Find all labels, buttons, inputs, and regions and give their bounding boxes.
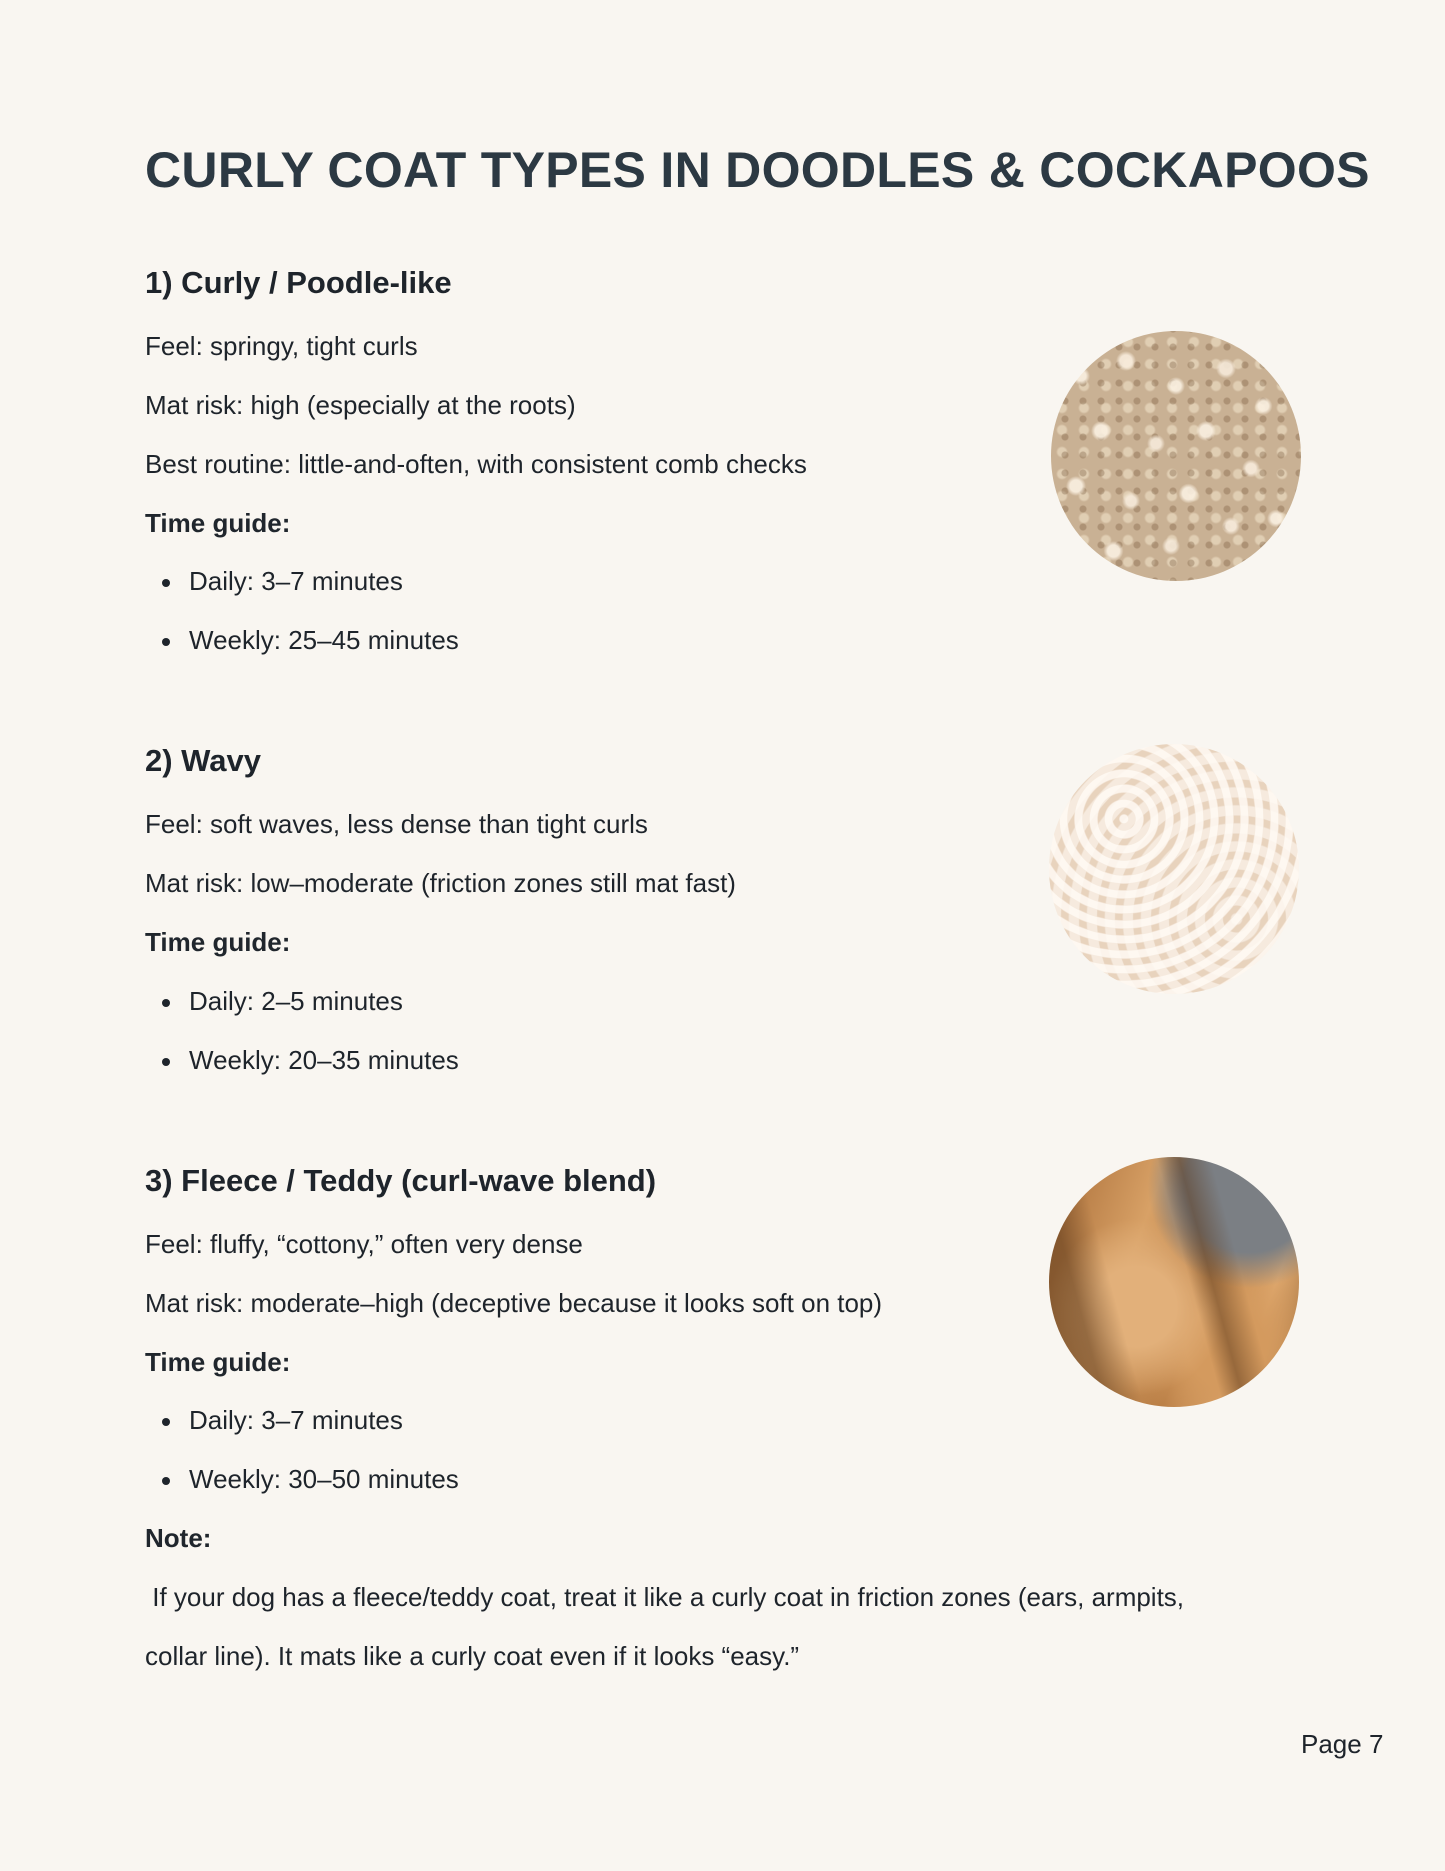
page-title: CURLY COAT TYPES IN DOODLES & COCKAPOOS <box>145 142 1370 198</box>
section-heading: 1) Curly / Poodle-like <box>145 265 452 300</box>
fleece-coat-photo <box>1049 1157 1299 1407</box>
mat-risk-text: Mat risk: low–moderate (friction zones still mat fast) <box>145 868 736 898</box>
feel-text: Feel: springy, tight curls <box>145 331 418 361</box>
section-heading: 2) Wavy <box>145 743 262 778</box>
note-text-line1: If your dog has a fleece/teddy coat, treat it like a curly coat in friction zones (ears, armpits, <box>145 1582 1185 1612</box>
note-label: Note: <box>145 1523 212 1553</box>
feel-text: Feel: fluffy, “cottony,” often very dense <box>145 1229 583 1259</box>
section-heading: 3) Fleece / Teddy (curl-wave blend) <box>145 1163 657 1198</box>
time-guide-label: Time guide: <box>145 508 291 538</box>
wavy-coat-photo <box>1049 744 1299 994</box>
daily-time-item: Daily: 3–7 minutes <box>189 566 403 596</box>
mat-risk-text: Mat risk: high (especially at the roots) <box>145 390 576 420</box>
feel-text: Feel: soft waves, less dense than tight curls <box>145 809 648 839</box>
note-text-line2: collar line). It mats like a curly coat even if it looks “easy.” <box>145 1641 800 1671</box>
page-number: Page 7 <box>1301 1729 1384 1759</box>
routine-text: Best routine: little-and-often, with consistent comb checks <box>145 449 807 479</box>
daily-time-item: Daily: 3–7 minutes <box>189 1405 403 1435</box>
daily-time-item: Daily: 2–5 minutes <box>189 986 403 1016</box>
weekly-time-item: Weekly: 25–45 minutes <box>189 625 459 655</box>
time-guide-label: Time guide: <box>145 927 291 957</box>
weekly-time-item: Weekly: 20–35 minutes <box>189 1045 459 1075</box>
weekly-time-item: Weekly: 30–50 minutes <box>189 1464 459 1494</box>
time-guide-label: Time guide: <box>145 1347 291 1377</box>
mat-risk-text: Mat risk: moderate–high (deceptive because it looks soft on top) <box>145 1288 883 1318</box>
curly-coat-photo <box>1051 331 1301 581</box>
